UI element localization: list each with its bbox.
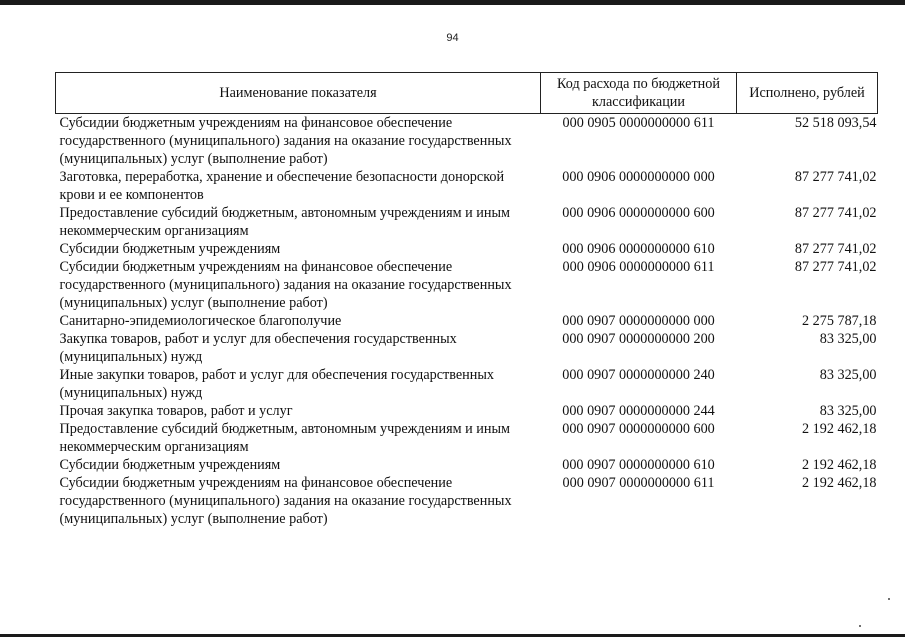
row-name: Субсидии бюджетным учреждениям на финансовое обеспечение государственного (муниципального) задания на оказание государственных (муниципальных) услуг (выполнение работ) — [59, 115, 512, 167]
scan-speck — [859, 625, 861, 627]
top-scan-border — [0, 0, 905, 5]
bottom-scan-border — [0, 634, 905, 637]
row-name: Предоставление субсидий бюджетным, автономным учреждениям и иным некоммерческим организациям — [59, 421, 510, 455]
row-amount: 87 277 741,02 — [794, 205, 877, 221]
table-row — [56, 114, 878, 169]
row-code: 000 0905 0000000000 611 — [562, 115, 715, 131]
table-row — [56, 456, 878, 474]
budget-execution-table — [55, 72, 878, 528]
row-code: 000 0907 0000000000 240 — [562, 367, 715, 383]
row-amount: 83 325,00 — [819, 367, 877, 383]
header-budget-code: Код расхода по бюджетной классификации — [541, 73, 737, 114]
row-name: Субсидии бюджетным учреждениям — [59, 457, 281, 473]
row-name: Предоставление субсидий бюджетным, автономным учреждениям и иным некоммерческим организациям — [59, 205, 510, 239]
row-name: Иные закупки товаров, работ и услуг для обеспечения государственных (муниципальных) нужд — [59, 367, 494, 401]
scan-speck — [888, 598, 890, 600]
row-amount: 2 275 787,18 — [802, 313, 877, 329]
table-row — [56, 258, 878, 312]
row-name: Закупка товаров, работ и услуг для обеспечения государственных (муниципальных) нужд — [59, 331, 457, 365]
row-code: 000 0907 0000000000 200 — [562, 331, 715, 347]
row-amount: 87 277 741,02 — [794, 169, 877, 185]
header-indicator-name: Наименование показателя — [56, 73, 541, 114]
row-code: 000 0907 0000000000 000 — [562, 313, 715, 329]
table-row — [56, 240, 878, 258]
row-code: 000 0907 0000000000 611 — [562, 475, 715, 491]
row-amount: 2 192 462,18 — [802, 421, 877, 437]
row-name: Заготовка, переработка, хранение и обеспечение безопасности донорской крови и ее компонентов — [59, 169, 505, 203]
row-code: 000 0907 0000000000 244 — [562, 403, 715, 419]
row-amount: 2 192 462,18 — [802, 457, 877, 473]
table-row — [56, 366, 878, 402]
table-header — [56, 73, 878, 114]
table-row — [56, 312, 878, 330]
row-amount: 87 277 741,02 — [794, 241, 877, 257]
row-code: 000 0906 0000000000 000 — [562, 169, 715, 185]
table-row — [56, 420, 878, 456]
row-name: Субсидии бюджетным учреждениям на финансовое обеспечение государственного (муниципального) задания на оказание государственных (муниципальных) услуг (выполнение работ) — [59, 475, 512, 527]
header-executed-amount: Исполнено, рублей — [737, 73, 878, 114]
page-number: 94 — [446, 32, 459, 44]
row-code: 000 0906 0000000000 600 — [562, 205, 715, 221]
row-name: Субсидии бюджетным учреждениям — [59, 241, 281, 257]
row-amount: 83 325,00 — [819, 331, 877, 347]
row-amount: 52 518 093,54 — [794, 115, 877, 131]
table-row — [56, 402, 878, 420]
row-name: Прочая закупка товаров, работ и услуг — [59, 403, 293, 419]
table-row — [56, 474, 878, 528]
row-code: 000 0906 0000000000 611 — [562, 259, 715, 275]
header-row — [56, 73, 878, 114]
row-amount: 83 325,00 — [819, 403, 877, 419]
row-code: 000 0907 0000000000 610 — [562, 457, 715, 473]
row-amount: 2 192 462,18 — [802, 475, 877, 491]
table-row — [56, 204, 878, 240]
row-amount: 87 277 741,02 — [794, 259, 877, 275]
row-code: 000 0906 0000000000 610 — [562, 241, 715, 257]
row-name: Санитарно-эпидемиологическое благополучие — [59, 313, 342, 329]
table-row — [56, 330, 878, 366]
table-body — [56, 114, 878, 529]
row-code: 000 0907 0000000000 600 — [562, 421, 715, 437]
table-row — [56, 168, 878, 204]
row-name: Субсидии бюджетным учреждениям на финансовое обеспечение государственного (муниципального) задания на оказание государственных (муниципальных) услуг (выполнение работ) — [59, 259, 512, 311]
